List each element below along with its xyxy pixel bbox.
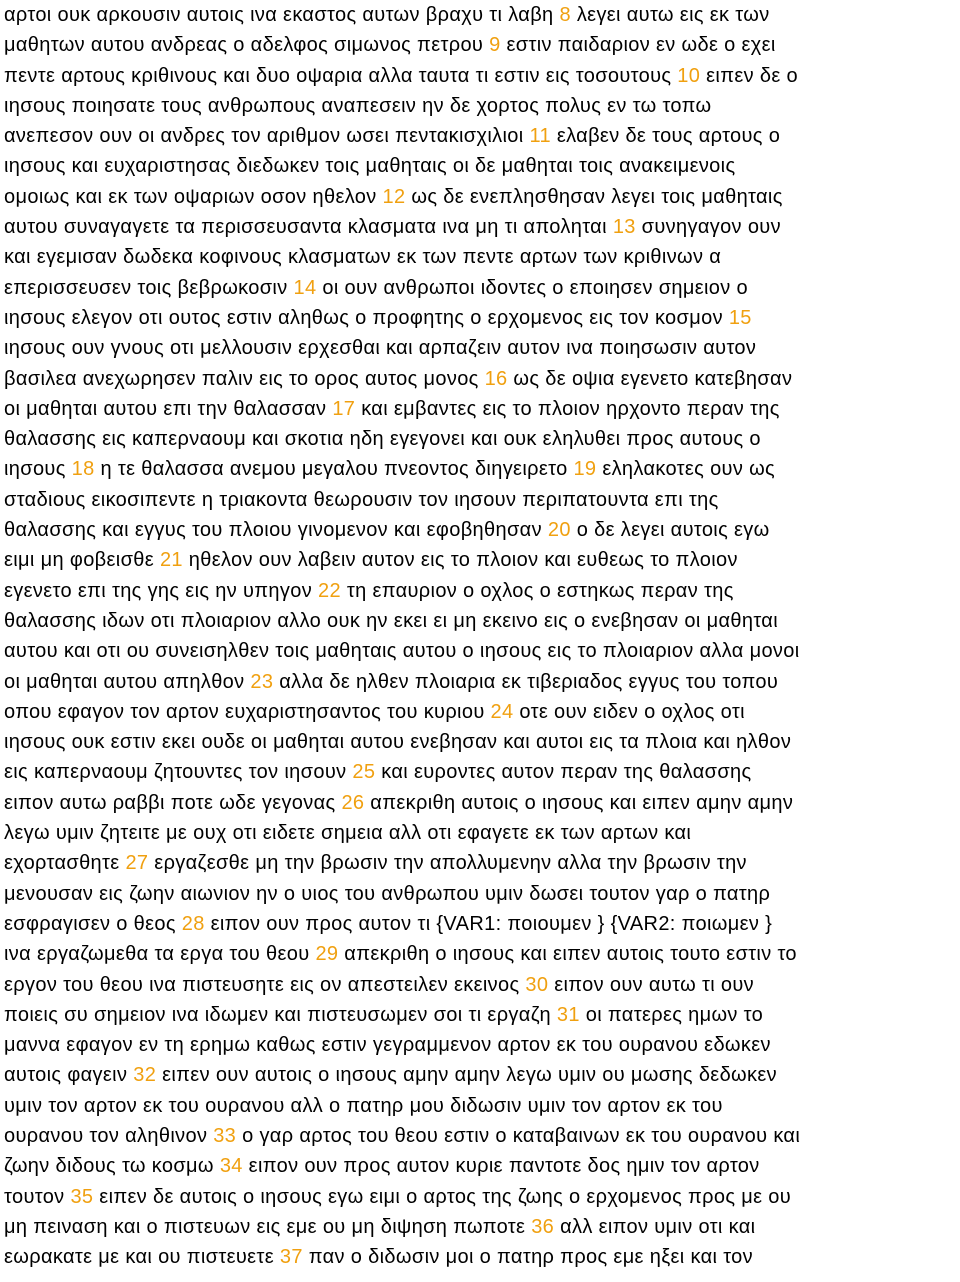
verse-text: παν ο διδωσιν μοι ο πατηρ προς εμε ηξει και τον [302, 1246, 753, 1269]
verse-text: οι μαθηται αυτου επι την θαλασσαν [4, 397, 333, 420]
verse-text: ελαβεν δε τους αρτους ο [550, 125, 781, 148]
text-line [4, 788, 960, 818]
verse-text: και εγεμισαν δωδεκα κοφινους κλασματων εκ των πεντε αρτων των κριθινων α [4, 246, 722, 269]
verse-text: θαλασσης εις καπερναουμ και σκοτια ηδη εγεγονει και ουκ εληλυθει προς αυτους ο [4, 428, 761, 451]
text-line [4, 1151, 960, 1181]
verse-text: εωρακατε με και ου πιστευετε [4, 1246, 280, 1269]
verse-text: σταδιους εικοσιπεντε η τριακοντα θεωρουσιν τον ιησουν περιπατουντα επι της [4, 488, 719, 511]
verse-number: 27 [125, 852, 149, 875]
verse-text: οι μαθηται αυτου απηλθον [4, 670, 251, 693]
verse-text: και ευροντες αυτον περαν της θαλασσης [375, 761, 752, 784]
verse-text: οι ουν ανθρωποι ιδοντες ο εποιησεν σημειον ο [316, 276, 748, 299]
verse-text: αυτου συναγαγετε τα περισσευσαντα κλασματα ινα μη τι αποληται [4, 216, 613, 239]
verse-text: οτε ουν ειδεν ο οχλος οτι [513, 700, 745, 723]
verse-number: 32 [133, 1064, 157, 1087]
verse-text: ηθελον ουν λαβειν αυτον εις το πλοιον και ευθεως το πλοιον [182, 549, 738, 572]
verse-text: ειπεν δε ο [700, 64, 799, 87]
text-line [4, 333, 960, 363]
text-line [4, 848, 960, 878]
text-line [4, 879, 960, 909]
text-line [4, 0, 960, 30]
verse-number: 28 [181, 912, 205, 935]
text-line [4, 818, 960, 848]
text-line [4, 242, 960, 272]
verse-text: ιησους ουν γνους οτι μελλουσιν ερχεσθαι και αρπαζειν αυτον ινα ποιησωσιν αυτον [4, 337, 757, 360]
verse-text: λεγει αυτω εις εκ των [570, 4, 770, 26]
verse-number: 31 [556, 1003, 580, 1026]
verse-number: 35 [70, 1185, 94, 1208]
verse-number: 36 [531, 1215, 555, 1238]
verse-text: μενουσαν εις ζωην αιωνιον ην ο υιος του ανθρωπου υμιν δωσει τουτον γαρ ο πατηρ [4, 882, 771, 905]
verse-text: ιησους και ευχαριστησας διεδωκεν τοις μαθηταις οι δε μαθηται τοις ανακειμενοις [4, 155, 736, 178]
verse-text: ειπεν ουν αυτοις ο ιησους αμην αμην λεγω υμιν ου μωσης δεδωκεν [156, 1064, 777, 1087]
text-line [4, 727, 960, 757]
verse-text: ιησους ποιησατε τους ανθρωπους αναπεσειν ην δε χορτος πολυς εν τω τοπω [4, 94, 712, 117]
text-line [4, 636, 960, 666]
text-line [4, 454, 960, 484]
verse-text: εστιν παιδαριον εν ωδε ο εχει [500, 34, 776, 57]
text-line [4, 485, 960, 515]
text-line [4, 757, 960, 787]
text-line [4, 1060, 960, 1090]
verse-text: ανεπεσον ουν οι ανδρες τον αριθμον ωσει πεντακισχιλιοι [4, 125, 530, 148]
verse-text: ειπον αυτω ραββι ποτε ωδε γεγονας [4, 791, 342, 814]
text-line [4, 424, 960, 454]
verse-text: αλλα δε ηλθεν πλοιαρια εκ τιβεριαδος εγγυς του τοπου [273, 670, 779, 693]
verse-text: και εμβαντες εις το πλοιον ηρχοντο περαν της [355, 397, 780, 420]
verse-text: συνηγαγον ουν [635, 216, 781, 239]
verse-number: 10 [677, 64, 701, 87]
verse-text: ποιεις συ σημειον ινα ιδωμεν και πιστευσωμεν σοι τι εργαζη [4, 1003, 557, 1026]
text-line [4, 1121, 960, 1151]
verse-text: μαθητων αυτου ανδρεας ο αδελφος σιμωνος πετρου [4, 34, 490, 57]
verse-text: ο δε λεγει αυτοις εγω [570, 519, 770, 542]
text-line [4, 394, 960, 424]
text-line [4, 182, 960, 212]
text-line [4, 91, 960, 121]
verse-text: βασιλεα ανεχωρησεν παλιν εις το ορος αυτος μονος [4, 367, 485, 390]
verse-text: εσφραγισεν ο θεος [4, 912, 182, 935]
verse-text: αλλ ειπον υμιν οτι και [554, 1215, 756, 1238]
text-line [4, 939, 960, 969]
text-line [4, 1091, 960, 1121]
verse-text: θαλασσης ιδων οτι πλοιαριον αλλο ουκ ην εκει ει μη εκεινο εις ο ενεβησαν οι μαθηται [4, 609, 778, 632]
verse-text: απεκριθη αυτοις ο ιησους και ειπεν αμην αμην [364, 791, 794, 814]
verse-number: 34 [219, 1155, 243, 1178]
verse-text: η τε θαλασσα ανεμου μεγαλου πνεοντος διηγειρετο [94, 458, 574, 481]
verse-number: 22 [317, 579, 341, 602]
text-line [4, 303, 960, 333]
verse-number: 20 [547, 519, 571, 542]
text-line [4, 909, 960, 939]
verse-text: ιησους ελεγον οτι ουτος εστιν αληθως ο προφητης ο ερχομενος εις τον κοσμον [4, 306, 729, 329]
verse-number: 12 [382, 185, 406, 208]
verse-text: ως δε οψια εγενετο κατεβησαν [507, 367, 793, 390]
verse-text: εγενετο επι της γης εις ην υπηγον [4, 579, 318, 602]
text-line [4, 1030, 960, 1060]
text-line [4, 545, 960, 575]
verse-number: 23 [250, 670, 274, 693]
verse-text: ειπεν δε αυτοις ο ιησους εγω ειμι ο αρτος της ζωης ο ερχομενος προς με ου [93, 1185, 792, 1208]
verse-text: ειπον ουν προς αυτον κυριε παντοτε δος ημιν τον αρτον [242, 1155, 760, 1178]
verse-number: 19 [573, 458, 597, 481]
verse-text: μαννα εφαγον εν τη ερημω καθως εστιν γεγραμμενον αρτον εκ του ουρανου εδωκεν [4, 1034, 771, 1057]
verse-text: αυτου και οτι ου συνεισηλθεν τοις μαθηταις αυτου ο ιησους εις το πλοιαριον αλλα μονοι [4, 640, 800, 663]
text-line [4, 121, 960, 151]
verse-number: 9 [489, 34, 501, 57]
verse-text: ζωην διδους τω κοσμω [4, 1155, 220, 1178]
text-line [4, 1000, 960, 1030]
verse-number: 15 [728, 306, 752, 329]
verse-number: 37 [279, 1246, 303, 1269]
verse-number: 8 [559, 4, 571, 26]
verse-text: ομοιως και εκ των οψαριων οσον ηθελον [4, 185, 383, 208]
verse-text: υμιν τον αρτον εκ του ουρανου αλλ ο πατηρ μου διδωσιν υμιν τον αρτον εκ του [4, 1094, 723, 1117]
verse-number: 26 [341, 791, 365, 814]
text-line [4, 576, 960, 606]
text-line [4, 212, 960, 242]
verse-text: ιησους ουκ εστιν εκει ουδε οι μαθηται αυτου ενεβησαν και αυτοι εις τα πλοια και ηλθον [4, 731, 792, 754]
verse-text: αυτοις φαγειν [4, 1064, 134, 1087]
text-line [4, 1212, 960, 1242]
verse-number: 25 [352, 761, 376, 784]
verse-text: ινα εργαζωμεθα τα εργα του θεου [4, 943, 316, 966]
text-line [4, 697, 960, 727]
verse-number: 18 [71, 458, 95, 481]
verse-number: 13 [612, 216, 636, 239]
verse-text: πεντε αρτους κριθινους και δυο οψαρια αλλα ταυτα τι εστιν εις τοσουτους [4, 64, 678, 87]
text-line [4, 515, 960, 545]
verse-text: εργον του θεου ινα πιστευσητε εις ον απεστειλεν εκεινος [4, 973, 526, 996]
verse-text: αρτοι ουκ αρκουσιν αυτοις ινα εκαστος αυτων βραχυ τι λαβη [4, 4, 560, 26]
verse-number: 11 [529, 125, 551, 148]
verse-number: 29 [315, 943, 339, 966]
text-line [4, 273, 960, 303]
text-line [4, 364, 960, 394]
text-line [4, 970, 960, 1000]
text-line [4, 667, 960, 697]
verse-number: 24 [490, 700, 514, 723]
scripture-text-page [4, 0, 960, 1282]
text-line [4, 1242, 960, 1272]
verse-text: οι πατερες ημων το [579, 1003, 764, 1026]
verse-text: ο γαρ αρτος του θεου εστιν ο καταβαινων εκ του ουρανου και [236, 1124, 801, 1147]
verse-text: ιησους [4, 458, 72, 481]
verse-number: 21 [159, 549, 183, 572]
verse-text: ουρανου τον αληθινον [4, 1124, 214, 1147]
verse-text: ειμι μη φοβεισθε [4, 549, 160, 572]
verse-text: εχορτασθητε [4, 852, 126, 875]
verse-text: ειπον ουν αυτω τι ουν [548, 973, 755, 996]
verse-text: ειπον ουν προς αυτον τι {VAR1: ποιουμεν } {VAR2: ποιωμεν } [204, 912, 773, 935]
verse-text: θαλασσης και εγγυς του πλοιου γινομενον και εφοβηθησαν [4, 519, 548, 542]
verse-number: 30 [525, 973, 549, 996]
verse-number: 14 [293, 276, 317, 299]
verse-text: ως δε ενεπλησθησαν λεγει τοις μαθηταις [405, 185, 783, 208]
verse-text: εληλακοτες ουν ως [596, 458, 776, 481]
text-line [4, 61, 960, 91]
verse-text: λεγω υμιν ζητειτε με ουχ οτι ειδετε σημεια αλλ οτι εφαγετε εκ των αρτων και [4, 822, 692, 845]
verse-number: 33 [213, 1124, 237, 1147]
verse-text: επερισσευσεν τοις βεβρωκοσιν [4, 276, 294, 299]
verse-text: τη επαυριον ο οχλος ο εστηκως περαν της [340, 579, 734, 602]
verse-number: 16 [484, 367, 508, 390]
text-line [4, 30, 960, 60]
verse-number: 17 [332, 397, 356, 420]
text-line [4, 151, 960, 181]
verse-text: εις καπερναουμ ζητουντες τον ιησουν [4, 761, 353, 784]
verse-text: τουτον [4, 1185, 71, 1208]
text-line [4, 1182, 960, 1212]
verse-text: εργαζεσθε μη την βρωσιν την απολλυμενην αλλα την βρωσιν την [148, 852, 747, 875]
verse-text: απεκριθη ο ιησους και ειπεν αυτοις τουτο εστιν το [338, 943, 797, 966]
verse-text: μη πειναση και ο πιστευων εις εμε ου μη διψηση πωποτε [4, 1215, 532, 1238]
verse-text: οπου εφαγον τον αρτον ευχαριστησαντος του κυριου [4, 700, 491, 723]
text-line [4, 606, 960, 636]
